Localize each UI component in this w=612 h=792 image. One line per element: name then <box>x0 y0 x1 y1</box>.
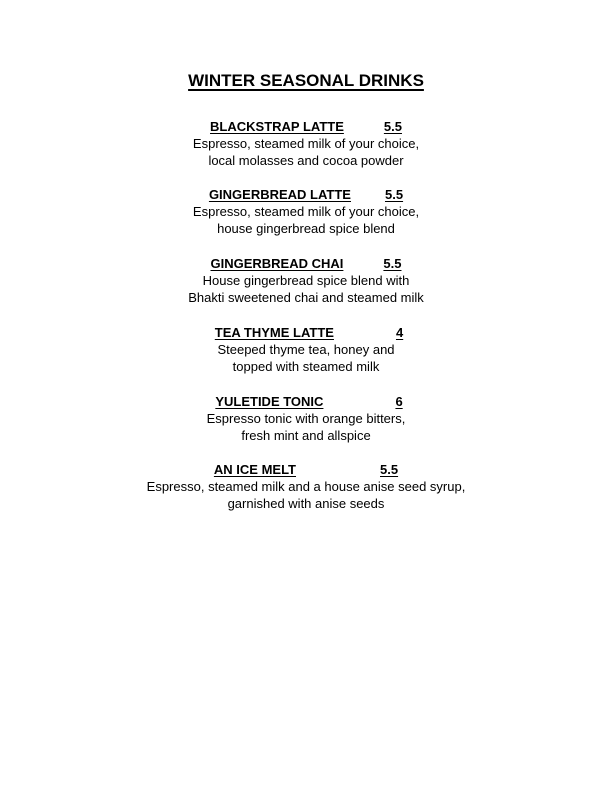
menu-item-price: 4 <box>395 325 404 340</box>
menu-item-an-ice-melt <box>0 461 612 512</box>
menu-item-header-underline <box>209 324 403 341</box>
menu-item-header-underline <box>210 118 402 135</box>
menu-item-gingerbread-latte <box>0 186 612 237</box>
menu-item-description-line: Steeped thyme tea, honey and <box>217 342 395 357</box>
menu-item-header <box>0 393 612 410</box>
menu-item-description-line: topped with steamed milk <box>232 359 380 374</box>
menu-item-description-line: Espresso tonic with orange bitters, <box>206 411 406 426</box>
menu-item-description-line: Espresso, steamed milk and a house anise seed syrup, <box>146 479 466 494</box>
menu-item-name: TEA THYME LATTE <box>214 325 334 340</box>
menu-item-name: GINGERBREAD LATTE <box>208 187 351 202</box>
menu-item-tea-thyme-latte <box>0 324 612 375</box>
menu-item-description-line: fresh mint and allspice <box>241 428 371 443</box>
menu-item-blackstrap-latte <box>0 118 612 169</box>
menu-item-header-underline <box>211 255 402 272</box>
menu-item-header-underline <box>214 461 398 478</box>
menu-item-name: BLACKSTRAP LATTE <box>210 119 344 134</box>
menu-item-header-underline <box>209 186 403 203</box>
menu-item-description-line: Espresso, steamed milk of your choice, <box>192 204 420 219</box>
menu-item-price: 5.5 <box>384 187 404 202</box>
menu-item-yuletide-tonic <box>0 393 612 444</box>
menu-item-gingerbread-chai <box>0 255 612 306</box>
menu-item-name: GINGERBREAD CHAI <box>210 256 344 271</box>
menu-item-description-line: House gingerbread spice blend with <box>202 273 410 288</box>
menu-title <box>0 71 612 91</box>
menu-item-description-line: Espresso, steamed milk of your choice, <box>192 136 420 151</box>
menu-item-description-line: house gingerbread spice blend <box>217 221 395 236</box>
menu-item-price: 6 <box>395 394 403 409</box>
menu-item-name: AN ICE MELT <box>213 462 296 477</box>
menu-item-header <box>0 255 612 272</box>
menu-item-header <box>0 118 612 135</box>
menu-item-description-line: Bhakti sweetened chai and steamed milk <box>188 290 424 305</box>
menu-item-header <box>0 324 612 341</box>
menu-item-description-line: garnished with anise seeds <box>227 496 385 511</box>
menu-item-header <box>0 186 612 203</box>
menu-item-name: YULETIDE TONIC <box>215 394 324 409</box>
menu-item-price: 5.5 <box>380 462 399 477</box>
menu-item-price: 5.5 <box>383 256 402 271</box>
menu-item-header-underline <box>209 393 402 410</box>
menu-item-price: 5.5 <box>383 119 402 134</box>
menu-title-text: WINTER SEASONAL DRINKS <box>188 71 424 90</box>
menu-item-description-line: local molasses and cocoa powder <box>208 153 404 168</box>
menu-item-header <box>0 461 612 478</box>
